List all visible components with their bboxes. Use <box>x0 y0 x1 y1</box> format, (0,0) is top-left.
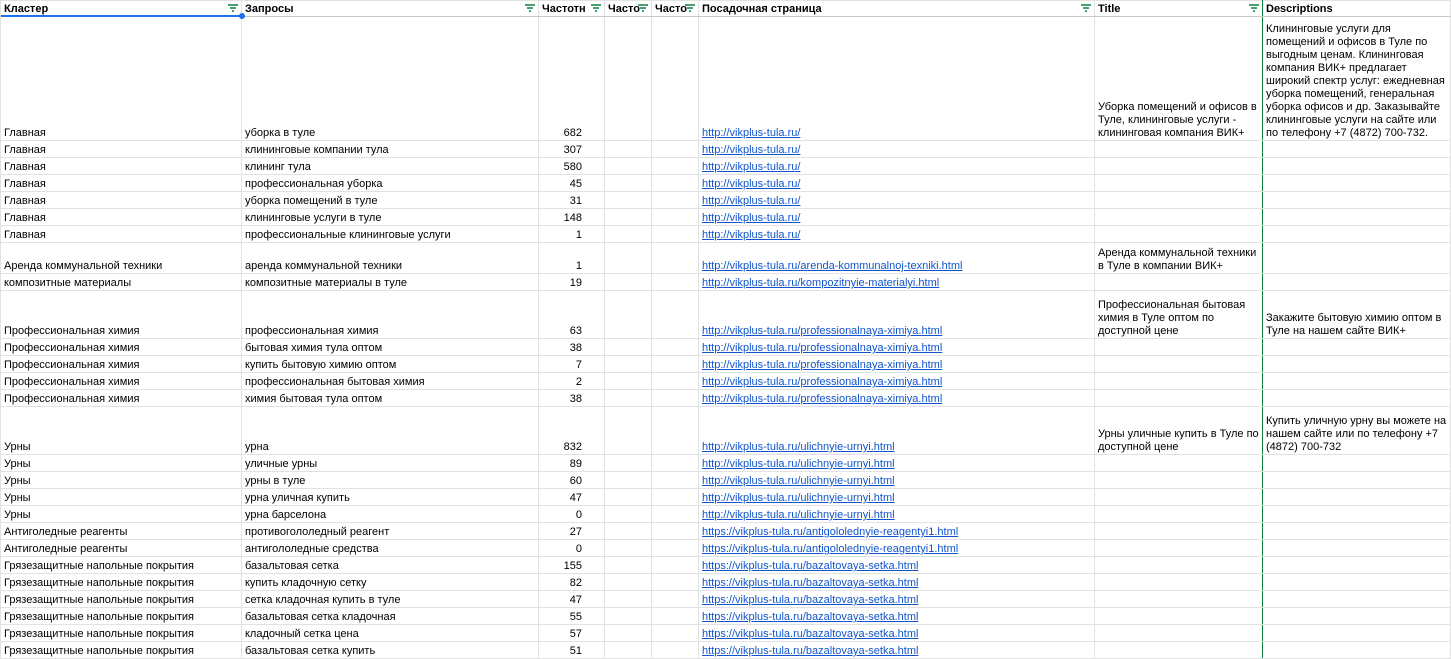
frequency-cell[interactable]: 55 <box>539 608 605 625</box>
header-landing[interactable] <box>699 1 1095 17</box>
freq2-cell[interactable] <box>605 506 652 523</box>
landing-url-link[interactable]: http://vikplus-tula.ru/professionalnaya-ximiya.html <box>702 359 943 371</box>
freq3-cell[interactable] <box>652 574 699 591</box>
freq3-cell[interactable] <box>652 339 699 356</box>
description-cell[interactable] <box>1263 540 1451 557</box>
header-freq1[interactable] <box>539 1 605 17</box>
title-cell[interactable]: Аренда коммунальной техники в Туле в компании ВИК+ <box>1095 243 1263 274</box>
description-cell[interactable] <box>1263 192 1451 209</box>
header-title[interactable] <box>1095 1 1263 17</box>
freq3-cell[interactable] <box>652 226 699 243</box>
landing-url-cell[interactable] <box>699 455 1095 472</box>
freq3-cell[interactable] <box>652 291 699 339</box>
table-body <box>1 17 1451 659</box>
landing-url-cell[interactable] <box>699 540 1095 557</box>
cluster-cell[interactable]: Грязезащитные напольные покрытия <box>1 557 242 574</box>
frequency-cell[interactable]: 682 <box>539 17 605 141</box>
query-cell[interactable]: базальтовая сетка <box>242 557 539 574</box>
landing-url-cell[interactable] <box>699 591 1095 608</box>
frequency-cell[interactable]: 63 <box>539 291 605 339</box>
landing-url-link[interactable]: http://vikplus-tula.ru/ <box>702 229 801 241</box>
frequency-cell[interactable]: 38 <box>539 339 605 356</box>
query-cell[interactable]: базальтовая сетка купить <box>242 642 539 659</box>
query-cell[interactable]: уборка в туле <box>242 17 539 141</box>
cluster-cell[interactable]: Главная <box>1 209 242 226</box>
landing-url-link[interactable]: http://vikplus-tula.ru/ <box>702 195 801 207</box>
freq3-cell[interactable] <box>652 642 699 659</box>
table-row <box>1 356 1451 373</box>
landing-url-cell[interactable] <box>699 625 1095 642</box>
description-cell[interactable] <box>1263 175 1451 192</box>
frequency-cell[interactable]: 31 <box>539 192 605 209</box>
freq3-cell[interactable] <box>652 407 699 455</box>
description-cell[interactable] <box>1263 642 1451 659</box>
title-cell[interactable]: Профессиональная бытовая химия в Туле оптом по доступной цене <box>1095 291 1263 339</box>
query-cell[interactable]: химия бытовая тула оптом <box>242 390 539 407</box>
frequency-cell[interactable]: 45 <box>539 175 605 192</box>
landing-url-link[interactable]: http://vikplus-tula.ru/professionalnaya-ximiya.html <box>702 342 943 354</box>
description-cell[interactable] <box>1263 625 1451 642</box>
cluster-cell[interactable]: Урны <box>1 489 242 506</box>
cluster-cell[interactable]: Грязезащитные напольные покрытия <box>1 625 242 642</box>
frequency-cell[interactable]: 60 <box>539 472 605 489</box>
cluster-cell[interactable]: Профессиональная химия <box>1 291 242 339</box>
cluster-cell[interactable]: Профессиональная химия <box>1 390 242 407</box>
description-cell[interactable] <box>1263 274 1451 291</box>
landing-url-cell[interactable] <box>699 209 1095 226</box>
freq3-cell[interactable] <box>652 17 699 141</box>
frequency-cell[interactable]: 51 <box>539 642 605 659</box>
query-cell[interactable]: кладочный сетка цена <box>242 625 539 642</box>
landing-url-link[interactable]: http://vikplus-tula.ru/ulichnyie-urnyi.html <box>702 492 895 504</box>
cluster-cell[interactable]: Грязезащитные напольные покрытия <box>1 574 242 591</box>
landing-url-cell[interactable] <box>699 339 1095 356</box>
cluster-cell[interactable]: Урны <box>1 455 242 472</box>
table-row <box>1 192 1451 209</box>
query-cell[interactable]: урны в туле <box>242 472 539 489</box>
title-cell[interactable] <box>1095 226 1263 243</box>
filter-icon[interactable] <box>525 4 535 13</box>
landing-url-cell[interactable] <box>699 373 1095 390</box>
frequency-cell[interactable]: 2 <box>539 373 605 390</box>
table-row <box>1 506 1451 523</box>
query-cell[interactable]: композитные материалы в туле <box>242 274 539 291</box>
cluster-cell[interactable]: Урны <box>1 506 242 523</box>
title-cell[interactable] <box>1095 209 1263 226</box>
frequency-cell[interactable]: 27 <box>539 523 605 540</box>
freq3-cell[interactable] <box>652 192 699 209</box>
title-cell[interactable] <box>1095 489 1263 506</box>
freq3-cell[interactable] <box>652 455 699 472</box>
freq2-cell[interactable] <box>605 209 652 226</box>
header-queries[interactable] <box>242 1 539 17</box>
cluster-cell[interactable]: Профессиональная химия <box>1 339 242 356</box>
cluster-cell[interactable]: композитные материалы <box>1 274 242 291</box>
filter-icon[interactable] <box>1081 4 1091 13</box>
landing-url-cell[interactable] <box>699 291 1095 339</box>
description-cell[interactable] <box>1263 243 1451 274</box>
landing-url-link[interactable]: http://vikplus-tula.ru/ <box>702 127 801 139</box>
landing-url-cell[interactable] <box>699 226 1095 243</box>
cluster-cell[interactable]: Главная <box>1 17 242 141</box>
header-freq3[interactable] <box>652 1 699 17</box>
freq3-cell[interactable] <box>652 390 699 407</box>
title-cell[interactable] <box>1095 356 1263 373</box>
query-cell[interactable]: антигололедные средства <box>242 540 539 557</box>
query-cell[interactable]: профессиональные клининговые услуги <box>242 226 539 243</box>
cluster-cell[interactable]: Антиголедные реагенты <box>1 540 242 557</box>
cluster-cell[interactable]: Грязезащитные напольные покрытия <box>1 591 242 608</box>
landing-url-cell[interactable] <box>699 141 1095 158</box>
title-cell[interactable] <box>1095 390 1263 407</box>
cluster-cell[interactable]: Главная <box>1 192 242 209</box>
title-cell[interactable] <box>1095 141 1263 158</box>
landing-url-cell[interactable] <box>699 506 1095 523</box>
landing-url-link[interactable]: http://vikplus-tula.ru/ulichnyie-urnyi.html <box>702 458 895 470</box>
description-cell[interactable] <box>1263 506 1451 523</box>
landing-url-link[interactable]: https://vikplus-tula.ru/antigololednyie-reagentyi1.html <box>702 526 959 538</box>
table-row <box>1 17 1451 141</box>
query-cell[interactable]: клининговые услуги в туле <box>242 209 539 226</box>
freq2-cell[interactable] <box>605 407 652 455</box>
description-cell[interactable] <box>1263 557 1451 574</box>
freq2-cell[interactable] <box>605 226 652 243</box>
landing-url-link[interactable]: http://vikplus-tula.ru/ <box>702 178 801 190</box>
table-row <box>1 540 1451 557</box>
freq2-cell[interactable] <box>605 523 652 540</box>
frequency-cell[interactable]: 57 <box>539 625 605 642</box>
freq3-cell[interactable] <box>652 243 699 274</box>
table-row <box>1 158 1451 175</box>
frequency-cell[interactable]: 580 <box>539 158 605 175</box>
cluster-cell[interactable]: Урны <box>1 472 242 489</box>
freq3-cell[interactable] <box>652 209 699 226</box>
frequency-cell[interactable]: 82 <box>539 574 605 591</box>
description-cell[interactable] <box>1263 455 1451 472</box>
query-cell[interactable]: уборка помещений в туле <box>242 192 539 209</box>
title-cell[interactable] <box>1095 523 1263 540</box>
landing-url-link[interactable]: http://vikplus-tula.ru/ <box>702 212 801 224</box>
freq2-cell[interactable] <box>605 642 652 659</box>
landing-url-cell[interactable] <box>699 356 1095 373</box>
landing-url-cell[interactable] <box>699 608 1095 625</box>
freq2-cell[interactable] <box>605 557 652 574</box>
query-cell[interactable]: бытовая химия тула оптом <box>242 339 539 356</box>
table-row <box>1 608 1451 625</box>
description-cell[interactable] <box>1263 209 1451 226</box>
title-cell[interactable] <box>1095 175 1263 192</box>
table-row <box>1 574 1451 591</box>
landing-url-cell[interactable] <box>699 175 1095 192</box>
title-cell[interactable] <box>1095 557 1263 574</box>
landing-url-cell[interactable] <box>699 523 1095 540</box>
freq2-cell[interactable] <box>605 591 652 608</box>
cluster-cell[interactable]: Главная <box>1 175 242 192</box>
landing-url-link[interactable]: http://vikplus-tula.ru/professionalnaya-ximiya.html <box>702 325 943 337</box>
landing-url-link[interactable]: https://vikplus-tula.ru/bazaltovaya-setka.html <box>702 611 919 623</box>
freq3-cell[interactable] <box>652 489 699 506</box>
description-cell[interactable] <box>1263 158 1451 175</box>
cluster-cell[interactable]: Антиголедные реагенты <box>1 523 242 540</box>
table-row <box>1 523 1451 540</box>
title-cell[interactable] <box>1095 158 1263 175</box>
description-cell[interactable]: Купить уличную урну вы можете на нашем сайте или по телефону +7 (4872) 700-732 <box>1263 407 1451 455</box>
freq2-cell[interactable] <box>605 158 652 175</box>
title-cell[interactable] <box>1095 591 1263 608</box>
freq3-cell[interactable] <box>652 158 699 175</box>
description-cell[interactable] <box>1263 356 1451 373</box>
landing-url-link[interactable]: http://vikplus-tula.ru/arenda-kommunalnoj-texniki.html <box>702 260 963 272</box>
freq3-cell[interactable] <box>652 175 699 192</box>
header-label: Часто <box>608 3 640 15</box>
frequency-cell[interactable]: 7 <box>539 356 605 373</box>
table-row <box>1 455 1451 472</box>
landing-url-cell[interactable] <box>699 642 1095 659</box>
description-cell[interactable] <box>1263 339 1451 356</box>
freq3-cell[interactable] <box>652 625 699 642</box>
landing-url-cell[interactable] <box>699 557 1095 574</box>
query-cell[interactable]: урна уличная купить <box>242 489 539 506</box>
landing-url-link[interactable]: https://vikplus-tula.ru/bazaltovaya-setka.html <box>702 577 919 589</box>
landing-url-cell[interactable] <box>699 472 1095 489</box>
title-cell[interactable] <box>1095 472 1263 489</box>
cluster-cell[interactable]: Грязезащитные напольные покрытия <box>1 642 242 659</box>
description-cell[interactable] <box>1263 608 1451 625</box>
query-cell[interactable]: уличные урны <box>242 455 539 472</box>
freq2-cell[interactable] <box>605 489 652 506</box>
cluster-cell[interactable]: Урны <box>1 407 242 455</box>
header-label: Кластер <box>4 3 49 15</box>
query-cell[interactable]: профессиональная бытовая химия <box>242 373 539 390</box>
landing-url-link[interactable]: https://vikplus-tula.ru/antigololednyie-reagentyi1.html <box>702 543 959 555</box>
frequency-cell[interactable]: 155 <box>539 557 605 574</box>
landing-url-cell[interactable] <box>699 390 1095 407</box>
table-row <box>1 141 1451 158</box>
landing-url-link[interactable]: http://vikplus-tula.ru/ulichnyie-urnyi.html <box>702 475 895 487</box>
landing-url-cell[interactable] <box>699 489 1095 506</box>
filter-icon[interactable] <box>638 4 648 13</box>
table-row <box>1 390 1451 407</box>
cluster-cell[interactable]: Аренда коммунальной техники <box>1 243 242 274</box>
query-cell[interactable]: профессиональная уборка <box>242 175 539 192</box>
landing-url-link[interactable]: http://vikplus-tula.ru/ <box>702 161 801 173</box>
filter-icon[interactable] <box>1249 4 1259 13</box>
filter-icon[interactable] <box>685 4 695 13</box>
landing-url-cell[interactable] <box>699 274 1095 291</box>
freq3-cell[interactable] <box>652 608 699 625</box>
landing-url-link[interactable]: http://vikplus-tula.ru/ulichnyie-urnyi.html <box>702 509 895 521</box>
selection-border <box>1 15 242 17</box>
freq2-cell[interactable] <box>605 574 652 591</box>
query-cell[interactable]: базальтовая сетка кладочная <box>242 608 539 625</box>
title-cell[interactable] <box>1095 574 1263 591</box>
query-cell[interactable]: урна барселона <box>242 506 539 523</box>
table-row <box>1 209 1451 226</box>
title-cell[interactable] <box>1095 192 1263 209</box>
header-freq2[interactable] <box>605 1 652 17</box>
frequency-cell[interactable]: 0 <box>539 540 605 557</box>
description-cell[interactable] <box>1263 591 1451 608</box>
query-cell[interactable]: аренда коммунальной техники <box>242 243 539 274</box>
freq2-cell[interactable] <box>605 17 652 141</box>
query-cell[interactable]: купить бытовую химию оптом <box>242 356 539 373</box>
landing-url-link[interactable]: http://vikplus-tula.ru/kompozitnyie-materialyi.html <box>702 277 940 289</box>
cluster-cell[interactable]: Грязезащитные напольные покрытия <box>1 608 242 625</box>
table-row <box>1 489 1451 506</box>
frequency-cell[interactable]: 1 <box>539 243 605 274</box>
query-cell[interactable]: противогололедный реагент <box>242 523 539 540</box>
landing-url-cell[interactable] <box>699 407 1095 455</box>
description-cell[interactable] <box>1263 574 1451 591</box>
title-cell[interactable] <box>1095 373 1263 390</box>
freq3-cell[interactable] <box>652 141 699 158</box>
description-cell[interactable] <box>1263 523 1451 540</box>
table-row <box>1 226 1451 243</box>
table-row <box>1 591 1451 608</box>
header-descriptions[interactable] <box>1263 1 1451 17</box>
frequency-cell[interactable]: 47 <box>539 591 605 608</box>
description-cell[interactable] <box>1263 390 1451 407</box>
query-cell[interactable]: профессиональная химия <box>242 291 539 339</box>
freq3-cell[interactable] <box>652 373 699 390</box>
query-cell[interactable]: урна <box>242 407 539 455</box>
query-cell[interactable]: клининговые компании тула <box>242 141 539 158</box>
title-cell[interactable] <box>1095 540 1263 557</box>
cluster-cell[interactable]: Профессиональная химия <box>1 356 242 373</box>
description-cell[interactable] <box>1263 226 1451 243</box>
freq3-cell[interactable] <box>652 506 699 523</box>
title-cell[interactable]: Уборка помещений и офисов в Туле, клининговые услуги - клининговая компания ВИК+ <box>1095 17 1263 141</box>
landing-url-cell[interactable] <box>699 192 1095 209</box>
frequency-cell[interactable]: 307 <box>539 141 605 158</box>
table-row <box>1 407 1451 455</box>
freq2-cell[interactable] <box>605 625 652 642</box>
freq2-cell[interactable] <box>605 291 652 339</box>
cluster-cell[interactable]: Профессиональная химия <box>1 373 242 390</box>
table-row <box>1 339 1451 356</box>
cluster-cell[interactable]: Главная <box>1 158 242 175</box>
freq2-cell[interactable] <box>605 455 652 472</box>
header-label: Запросы <box>245 3 294 15</box>
header-label: Descriptions <box>1266 3 1333 15</box>
title-cell[interactable] <box>1095 339 1263 356</box>
landing-url-link[interactable]: http://vikplus-tula.ru/professionalnaya-ximiya.html <box>702 376 943 388</box>
landing-url-cell[interactable] <box>699 243 1095 274</box>
header-label: Посадочная страница <box>702 3 822 15</box>
filter-icon[interactable] <box>228 4 238 13</box>
title-cell[interactable] <box>1095 625 1263 642</box>
freq2-cell[interactable] <box>605 540 652 557</box>
freq3-cell[interactable] <box>652 523 699 540</box>
freq3-cell[interactable] <box>652 591 699 608</box>
table-row <box>1 373 1451 390</box>
cluster-cell[interactable]: Главная <box>1 141 242 158</box>
freq2-cell[interactable] <box>605 390 652 407</box>
landing-url-link[interactable]: http://vikplus-tula.ru/professionalnaya-ximiya.html <box>702 393 943 405</box>
landing-url-cell[interactable] <box>699 17 1095 141</box>
freq3-cell[interactable] <box>652 540 699 557</box>
title-cell[interactable]: Урны уличные купить в Туле по доступной цене <box>1095 407 1263 455</box>
selection-handle[interactable] <box>239 13 245 19</box>
frequency-cell[interactable]: 47 <box>539 489 605 506</box>
title-cell[interactable] <box>1095 455 1263 472</box>
freq2-cell[interactable] <box>605 175 652 192</box>
landing-url-link[interactable]: https://vikplus-tula.ru/bazaltovaya-setka.html <box>702 594 919 606</box>
freq2-cell[interactable] <box>605 141 652 158</box>
freq3-cell[interactable] <box>652 274 699 291</box>
freq2-cell[interactable] <box>605 274 652 291</box>
frequency-cell[interactable]: 832 <box>539 407 605 455</box>
landing-url-link[interactable]: http://vikplus-tula.ru/ <box>702 144 801 156</box>
title-cell[interactable] <box>1095 274 1263 291</box>
query-cell[interactable]: клининг тула <box>242 158 539 175</box>
frequency-cell[interactable]: 1 <box>539 226 605 243</box>
freq2-cell[interactable] <box>605 192 652 209</box>
landing-url-link[interactable]: http://vikplus-tula.ru/ulichnyie-urnyi.html <box>702 441 895 453</box>
filter-icon[interactable] <box>591 4 601 13</box>
table-row <box>1 625 1451 642</box>
freq3-cell[interactable] <box>652 356 699 373</box>
landing-url-link[interactable]: https://vikplus-tula.ru/bazaltovaya-setka.html <box>702 560 919 572</box>
landing-url-cell[interactable] <box>699 158 1095 175</box>
table-row <box>1 243 1451 274</box>
query-cell[interactable]: сетка кладочная купить в туле <box>242 591 539 608</box>
frequency-cell[interactable]: 148 <box>539 209 605 226</box>
description-cell[interactable]: Закажите бытовую химию оптом в Туле на нашем сайте ВИК+ <box>1263 291 1451 339</box>
frequency-cell[interactable]: 19 <box>539 274 605 291</box>
title-cell[interactable] <box>1095 642 1263 659</box>
header-label: Частотн <box>542 3 586 15</box>
title-cell[interactable] <box>1095 506 1263 523</box>
table-row <box>1 472 1451 489</box>
title-cell[interactable] <box>1095 608 1263 625</box>
freq2-cell[interactable] <box>605 373 652 390</box>
description-cell[interactable] <box>1263 141 1451 158</box>
freq2-cell[interactable] <box>605 356 652 373</box>
table-row <box>1 175 1451 192</box>
freq2-cell[interactable] <box>605 243 652 274</box>
cluster-cell[interactable]: Главная <box>1 226 242 243</box>
freq2-cell[interactable] <box>605 472 652 489</box>
freq2-cell[interactable] <box>605 608 652 625</box>
landing-url-link[interactable]: https://vikplus-tula.ru/bazaltovaya-setka.html <box>702 628 919 640</box>
frequency-cell[interactable]: 89 <box>539 455 605 472</box>
landing-url-cell[interactable] <box>699 574 1095 591</box>
freq2-cell[interactable] <box>605 339 652 356</box>
frequency-cell[interactable]: 38 <box>539 390 605 407</box>
freq3-cell[interactable] <box>652 472 699 489</box>
table-row <box>1 274 1451 291</box>
header-label: Часто <box>655 3 687 15</box>
query-cell[interactable]: купить кладочную сетку <box>242 574 539 591</box>
description-cell[interactable]: Клининговые услуги для помещений и офисов в Туле по выгодным ценам. Клининговая компания ВИК+ предлагает широкий спектр услуг: ежедневная уборка помещений, генеральная уборка офисов и др. Заказывайте клининговые услуги на сайте или по телефону +7 (4872) 700-732. <box>1263 17 1451 141</box>
description-cell[interactable] <box>1263 489 1451 506</box>
header-label: Title <box>1098 3 1121 15</box>
frequency-cell[interactable]: 0 <box>539 506 605 523</box>
table-row <box>1 557 1451 574</box>
description-cell[interactable] <box>1263 472 1451 489</box>
landing-url-link[interactable]: https://vikplus-tula.ru/bazaltovaya-setka.html <box>702 645 919 657</box>
table-row <box>1 642 1451 659</box>
description-cell[interactable] <box>1263 373 1451 390</box>
table-row <box>1 291 1451 339</box>
freq3-cell[interactable] <box>652 557 699 574</box>
